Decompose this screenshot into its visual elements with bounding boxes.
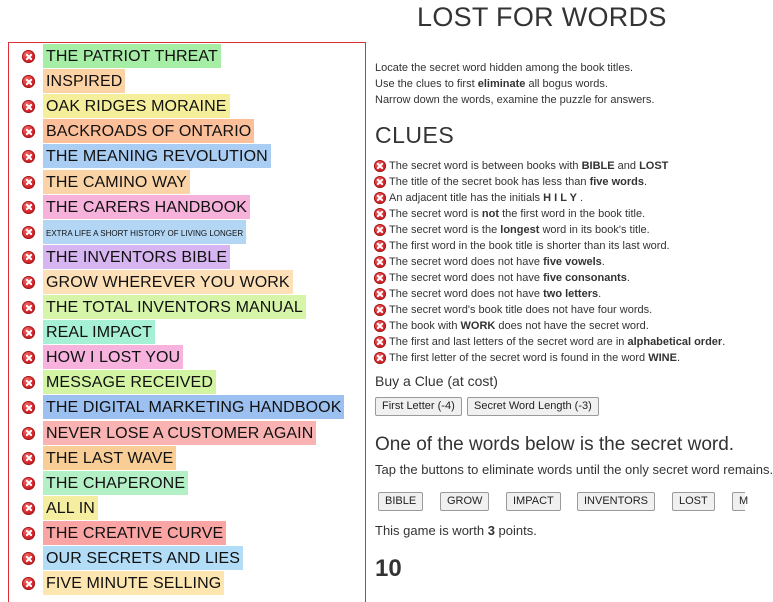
- clue-text-part: The secret word is between books with: [389, 160, 582, 172]
- clue-x-icon[interactable]: [374, 256, 386, 268]
- clues-heading: CLUES: [375, 122, 455, 148]
- book-title: THE TOTAL INVENTORS MANUAL: [43, 295, 306, 319]
- clue-text-part: BIBLE: [581, 160, 615, 172]
- clue-text-part: .: [722, 336, 726, 348]
- clue-text-part: The first letter of the secret word is found in the word: [389, 352, 649, 364]
- clue-x-icon[interactable]: [374, 192, 386, 204]
- clue-item: [374, 238, 725, 254]
- clue-text-part: and: [614, 160, 640, 172]
- clue-text-part: The secret word does not have: [389, 256, 544, 268]
- clue-item: [374, 206, 725, 222]
- book-title: REAL IMPACT: [43, 320, 155, 344]
- clue-x-icon[interactable]: [374, 208, 386, 220]
- tap-instructions: Tap the buttons to eliminate words until the only secret word remains.: [375, 462, 773, 477]
- clue-text-part: word in its book's title.: [539, 224, 650, 236]
- clue-x-icon[interactable]: [374, 224, 386, 236]
- clue-text-part: The title of the secret book has less than: [389, 176, 590, 188]
- clue-x-icon[interactable]: [374, 304, 386, 316]
- clue-text-part: An adjacent title has the initials: [389, 192, 544, 204]
- eliminate-x-icon[interactable]: [22, 527, 35, 540]
- clue-text-part: WINE: [648, 352, 677, 364]
- book-title: THE PATRIOT THREAT: [43, 44, 221, 68]
- eliminate-x-icon[interactable]: [22, 452, 35, 465]
- clue-item: [374, 318, 725, 334]
- clue-x-icon[interactable]: [374, 240, 386, 252]
- eliminate-x-icon[interactable]: [22, 552, 35, 565]
- game-worth-text: This game is worth 3 points.: [375, 523, 537, 538]
- eliminate-x-icon[interactable]: [22, 577, 35, 590]
- clue-text-part: H I L Y: [543, 192, 577, 204]
- book-title: THE MEANING REVOLUTION: [43, 144, 271, 168]
- clue-item: [374, 334, 725, 350]
- book-title: EXTRA LIFE A SHORT HISTORY OF LIVING LONGER: [43, 220, 246, 244]
- book-title: OAK RIDGES MORAINE: [43, 94, 230, 118]
- clue-text-part: The secret word is: [389, 208, 482, 220]
- eliminate-x-icon[interactable]: [22, 326, 35, 339]
- book-title: THE INVENTORS BIBLE: [43, 245, 230, 269]
- eliminate-x-icon[interactable]: [22, 176, 35, 189]
- book-title: HOW I LOST YOU: [43, 345, 183, 369]
- score-value: 10: [375, 555, 402, 582]
- clue-item: [374, 286, 725, 302]
- intro-line-2: Use the clues to first eliminate all bogus words.: [375, 78, 608, 90]
- buy-clue-label: Buy a Clue (at cost): [375, 373, 498, 389]
- page-title: LOST FOR WORDS: [417, 2, 667, 32]
- clue-item: [374, 350, 725, 366]
- clue-text-part: alphabetical order: [627, 336, 723, 348]
- clue-text-part: The first and last letters of the secret word are in: [389, 336, 628, 348]
- clue-item: [374, 174, 725, 190]
- book-title: BACKROADS OF ONTARIO: [43, 119, 254, 143]
- clue-text-part: The secret word does not have: [389, 288, 544, 300]
- clue-text-part: two letters: [543, 288, 599, 300]
- clue-text-part: The secret word is the: [389, 224, 501, 236]
- book-title: FIVE MINUTE SELLING: [43, 571, 224, 595]
- word-button-impact[interactable]: IMPACT: [506, 492, 561, 511]
- book-title: THE CHAPERONE: [43, 471, 188, 495]
- intro-line-3: Narrow down the words, examine the puzzle for answers.: [375, 94, 655, 106]
- book-title: MESSAGE RECEIVED: [43, 370, 216, 394]
- book-title: NEVER LOSE A CUSTOMER AGAIN: [43, 421, 316, 445]
- clue-text-part: LOST: [639, 160, 669, 172]
- clue-text-part: .: [598, 288, 602, 300]
- book-title: OUR SECRETS AND LIES: [43, 546, 243, 570]
- clue-item: [374, 254, 725, 270]
- clue-x-icon[interactable]: [374, 320, 386, 332]
- clue-x-icon[interactable]: [374, 176, 386, 188]
- clue-text-part: .: [601, 256, 605, 268]
- book-list-panel: [8, 42, 366, 602]
- clue-text-part: WORK: [460, 320, 496, 332]
- eliminate-x-icon[interactable]: [22, 50, 35, 63]
- eliminate-x-icon[interactable]: [22, 251, 35, 264]
- eliminate-x-icon[interactable]: [22, 201, 35, 214]
- intro-text: [375, 60, 654, 108]
- clue-x-icon[interactable]: [374, 272, 386, 284]
- clue-text-part: .: [676, 352, 681, 364]
- book-title: THE CAMINO WAY: [43, 170, 190, 194]
- book-title: GROW WHEREVER YOU WORK: [43, 270, 293, 294]
- eliminate-x-icon[interactable]: [22, 401, 35, 414]
- clue-text-part: not: [481, 208, 500, 220]
- eliminate-x-icon[interactable]: [22, 100, 35, 113]
- clue-item: [374, 302, 725, 318]
- clue-text-part: five vowels: [543, 256, 602, 268]
- book-title: INSPIRED: [43, 69, 125, 93]
- clue-text-part: The first word in the book title is shorter than its last word.: [389, 240, 670, 252]
- clue-item: [374, 190, 725, 206]
- eliminate-x-icon[interactable]: [22, 351, 35, 364]
- clue-x-icon[interactable]: [374, 288, 386, 300]
- clue-item: [374, 222, 725, 238]
- clue-text-part: five consonants: [543, 272, 627, 284]
- eliminate-x-icon[interactable]: [22, 376, 35, 389]
- book-title: THE LAST WAVE: [43, 446, 176, 470]
- eliminate-x-icon[interactable]: [22, 477, 35, 490]
- eliminate-x-icon[interactable]: [22, 427, 35, 440]
- clue-item: [374, 270, 725, 286]
- clue-x-icon[interactable]: [374, 160, 386, 172]
- eliminate-x-icon[interactable]: [22, 502, 35, 515]
- clue-item: [374, 158, 725, 174]
- secret-word-length-button[interactable]: Secret Word Length (-3): [467, 397, 599, 416]
- word-button-bible[interactable]: BIBLE: [378, 492, 423, 511]
- clue-text-part: does not have the secret word.: [495, 320, 649, 332]
- clue-text-part: The book with: [389, 320, 461, 332]
- eliminate-x-icon[interactable]: [22, 125, 35, 138]
- eliminate-x-icon[interactable]: [22, 75, 35, 88]
- book-title: THE CARERS HANDBOOK: [43, 195, 250, 219]
- word-button-grow[interactable]: GROW: [440, 492, 489, 511]
- book-title: THE DIGITAL MARKETING HANDBOOK: [43, 395, 344, 419]
- clue-list: [374, 158, 725, 366]
- clue-text-part: The secret word does not have: [389, 272, 544, 284]
- word-button-m[interactable]: M: [732, 492, 745, 511]
- clue-text-part: the first word in the book title.: [499, 208, 646, 220]
- secret-word-heading: One of the words below is the secret word.: [375, 434, 735, 455]
- eliminate-x-icon[interactable]: [22, 276, 35, 289]
- word-button-inventors[interactable]: INVENTORS: [577, 492, 655, 511]
- clue-text-part: .: [643, 176, 648, 188]
- word-button-lost[interactable]: LOST: [672, 492, 715, 511]
- clue-text-part: longest: [500, 224, 540, 236]
- eliminate-x-icon[interactable]: [22, 301, 35, 314]
- clue-text-part: .: [626, 272, 630, 284]
- clue-x-icon[interactable]: [374, 336, 386, 348]
- clue-text-part: .: [576, 192, 584, 204]
- points-value: 3: [487, 523, 495, 538]
- eliminate-x-icon[interactable]: [22, 226, 35, 239]
- book-title: ALL IN: [43, 496, 98, 520]
- clue-text-part: The secret word's book title does not have four words.: [389, 304, 653, 316]
- first-letter-button[interactable]: First Letter (-4): [375, 397, 462, 416]
- intro-line-1: Locate the secret word hidden among the book titles.: [375, 62, 634, 74]
- eliminate-x-icon[interactable]: [22, 150, 35, 163]
- clue-x-icon[interactable]: [374, 352, 386, 364]
- clue-text-part: five words: [589, 176, 644, 188]
- book-title: THE CREATIVE CURVE: [43, 521, 226, 545]
